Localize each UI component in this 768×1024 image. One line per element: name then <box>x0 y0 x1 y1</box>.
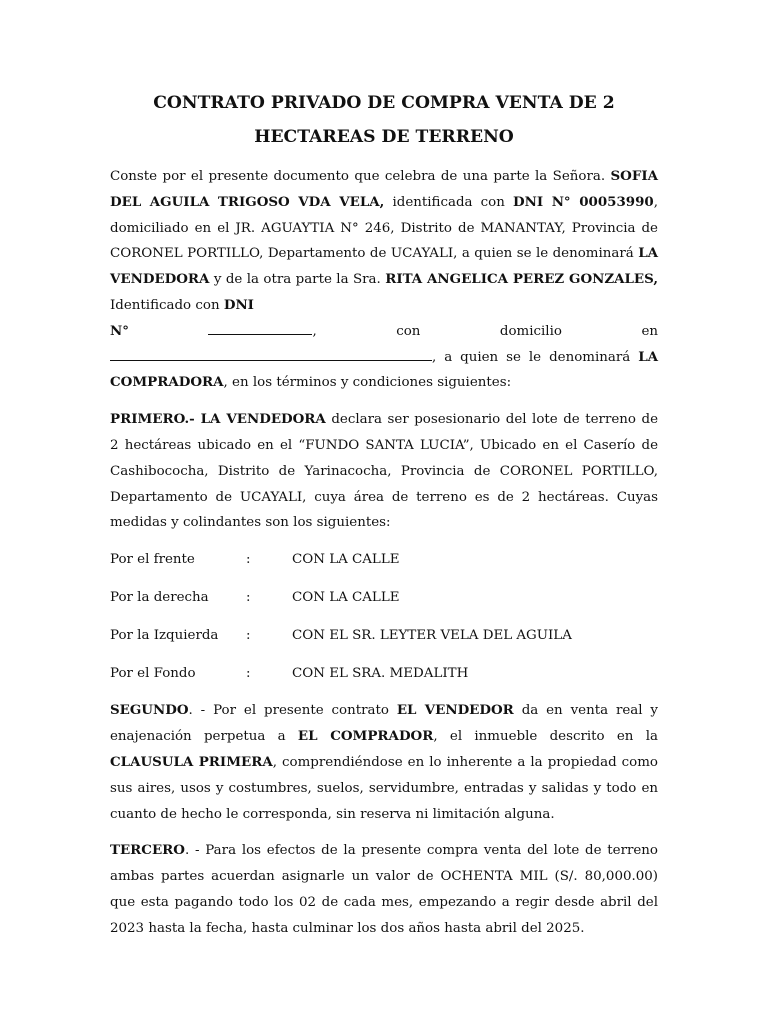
boundary-row: Por el Fondo : CON EL SRA. MEDALITH <box>110 665 469 681</box>
intro-closing-line: COMPRADORA, en los términos y condiciones siguientes: <box>110 374 512 391</box>
segundo-heading: SEGUNDO <box>110 702 189 719</box>
intro-text: Conste por el presente documento que celebra de una parte la Señora. SOFIA DEL AGUILA TRIGOSO VDA VELA, identificada con DNI N° 00053990, domiciliado en el JR. AGUAYTIA N° 246, Distrito de MANANTAY, Provincia de CORONEL PORTILLO, Departamento de UCAYALI, a quien se le denominará LA VENDEDORA y de la otra parte la Sra. RITA ANGELICA PEREZ GONZALES, Identificado con DNI <box>110 168 658 313</box>
clause-segundo: SEGUNDO. - Por el presente contrato EL VENDEDOR da en venta real y enajenación perpetua a EL COMPRADOR, el inmueble descrito en la CLAUSULA PRIMERA, comprendiéndose en lo inherente a la propiedad como sus aires, usos y costumbres, suelos, servidumbre, entradas y salidas y todo en cuanto de hecho le corresponda, sin reserva ni limitación alguna. <box>110 702 658 822</box>
boundary-row: Por la Izquierda : CON EL SR. LEYTER VELA DEL AGUILA <box>110 627 572 643</box>
primero-heading: PRIMERO.- LA VENDEDORA <box>110 411 326 428</box>
intro-paragraph <box>110 164 658 396</box>
domicile-blank <box>110 346 432 361</box>
clause-primero: PRIMERO.- LA VENDEDORA declara ser posesionario del lote de terreno de 2 hectáreas ubicado en el “FUNDO SANTA LUCIA”, Ubicado en el Caserío de Cashibococha, Distrito de Yarinacocha, Provincia de CORONEL PORTILLO, Departamento de UCAYALI, cuya área de terreno es de 2 hectáreas. Cuyas medidas y colindantes son los siguientes: <box>110 411 658 531</box>
document-title <box>110 86 658 154</box>
boundary-row: Por el frente : CON LA CALLE <box>110 552 400 568</box>
intro-domicile-line: , a quien se le denominará LA <box>110 345 658 371</box>
intro-address-line: N° , con domicilio en <box>110 319 658 345</box>
clause-tercero: TERCERO. - Para los efectos de la presente compra venta del lote de terreno ambas partes acuerdan asignarle un valor de OCHENTA MIL (S/. 80,000.00) que esta pagando todo los 02 de cada mes, empezando a regir desde abril del 2023 hasta la fecha, hasta culminar los dos años hasta abril del 2025. <box>110 842 658 936</box>
title-line-2: HECTAREAS DE TERRENO <box>254 127 514 147</box>
tercero-heading: TERCERO <box>110 842 185 859</box>
boundaries-list <box>110 547 658 686</box>
title-line-1: CONTRATO PRIVADO DE COMPRA VENTA DE 2 <box>153 93 615 113</box>
boundary-row: Por la derecha : CON LA CALLE <box>110 589 400 605</box>
dni-blank <box>208 320 312 335</box>
